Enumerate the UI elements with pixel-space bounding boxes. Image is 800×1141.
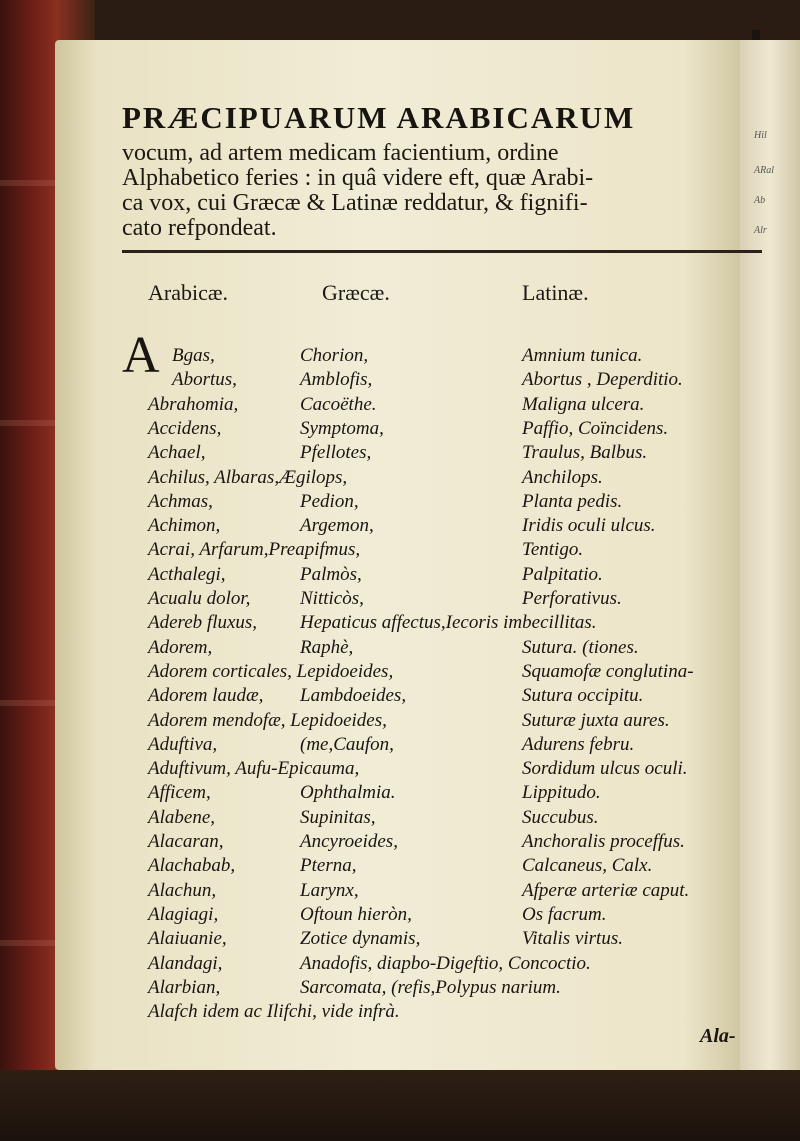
cell-latin: Paffio, Coïncidens. <box>522 417 669 439</box>
cell-latin: Perforativus. <box>522 588 622 609</box>
cell-arabic: Alachabab, <box>148 855 236 877</box>
cell-greek: Raphè, <box>300 636 354 658</box>
cell-arabic: Adorem laudæ, <box>148 685 264 707</box>
cell-greek: Supinitas, <box>300 806 376 828</box>
cell-greek: Hepaticus affectus,Iecoris imbecillitas. <box>300 612 597 634</box>
cell-greek: Pfellotes, <box>300 442 372 464</box>
cell-latin: Palpitatio. <box>522 563 603 585</box>
intro-line: Alphabetico feries : in quâ videre eft, quæ Arabi- <box>122 165 594 191</box>
cell-arabic: Afficem, <box>148 782 211 804</box>
intro-paragraph <box>122 141 762 241</box>
intro-line: cato refpondeat. <box>122 215 277 241</box>
cell-arabic: Acrai, Arfarum,Preapifmus, <box>148 539 361 561</box>
cell-arabic: Alabene, <box>148 806 216 828</box>
cell-greek: Sarcomata, (refis,Polypus narium. <box>300 976 561 998</box>
cell-arabic: Alagiagi, <box>148 903 219 925</box>
cell-arabic: Aduftivum, Aufu-Epicauma, <box>148 758 360 780</box>
cell-arabic: Acthalegi, <box>148 563 226 585</box>
cell-greek: Ophthalmia. <box>300 782 396 804</box>
intro-line: ca vox, cui Græcæ & Latinæ reddatur, & fignifi- <box>122 190 588 216</box>
cell-latin: Iridis oculi ulcus. <box>522 515 656 537</box>
cell-greek: Pedion, <box>300 490 359 512</box>
column-header-greek: Græcæ. <box>322 280 390 305</box>
cell-greek: Argemon, <box>300 515 374 537</box>
cell-latin: Sutura. (tiones. <box>522 636 639 658</box>
cell-greek: Nitticòs, <box>300 588 364 609</box>
cell-arabic: Bgas, <box>172 345 215 366</box>
cell-arabic: Alarbian, <box>148 976 221 998</box>
cell-arabic: Adorem, <box>148 636 213 658</box>
cell-arabic: Abortus, <box>172 369 237 391</box>
margin-mark: Alr <box>754 225 767 236</box>
cell-latin: Squamofæ conglutina- <box>522 660 694 682</box>
cell-arabic: Adereb fluxus, <box>148 612 258 634</box>
cell-arabic: Alachun, <box>148 879 217 901</box>
page-heading: PRÆCIPUARUM ARABICARUM <box>122 100 636 135</box>
cell-greek: Cacoëthe. <box>300 393 377 415</box>
cell-arabic: Adorem corticales, Lepidoeides, <box>148 660 394 682</box>
cell-greek: Lambdoeides, <box>300 685 407 707</box>
cell-arabic: Alandagi, <box>148 952 223 974</box>
cell-greek: Larynx, <box>300 879 359 901</box>
cell-arabic: Accidens, <box>148 417 222 439</box>
cell-arabic: Abrahomia, <box>148 393 239 415</box>
book-bottom-edge <box>0 1070 800 1141</box>
margin-mark: Ab <box>754 195 766 206</box>
cell-arabic: Alaiuanie, <box>148 928 227 950</box>
cell-arabic: Alacaran, <box>148 831 224 852</box>
cell-greek: Oftoun hieròn, <box>300 903 412 925</box>
cell-latin: Vitalis virtus. <box>522 928 623 950</box>
cell-latin: Sutura occipitu. <box>522 685 644 707</box>
cell-latin: Suturæ juxta aures. <box>522 709 670 731</box>
cell-latin: Traulus, Balbus. <box>522 442 648 464</box>
horizontal-rule <box>122 250 762 253</box>
cell-latin: Succubus. <box>522 806 599 828</box>
cell-latin: Anchilops. <box>522 466 603 488</box>
cell-latin: Afperæ arteriæ caput. <box>522 879 690 901</box>
cell-greek: Amblofis, <box>300 369 373 391</box>
margin-mark: ARal <box>754 165 774 176</box>
cell-arabic: Achimon, <box>148 515 221 537</box>
cell-greek: Pterna, <box>300 855 357 877</box>
intro-line: vocum, ad artem medicam facientium, ordine <box>122 140 559 166</box>
column-header-latin: Latinæ. <box>522 280 589 305</box>
cell-arabic: Acualu dolor, <box>148 588 251 609</box>
cell-latin: Abortus , Deperditio. <box>522 369 683 391</box>
cell-greek: Chorion, <box>300 345 369 366</box>
cell-latin: Adurens febru. <box>522 733 635 755</box>
cell-latin: Planta pedis. <box>522 490 623 512</box>
cell-greek: Symptoma, <box>300 417 384 439</box>
cell-greek: Ancyroeides, <box>300 831 398 852</box>
cell-latin: Sordidum ulcus oculi. <box>522 758 688 780</box>
drop-capital: A <box>122 327 160 384</box>
cell-arabic: Achael, <box>148 442 206 464</box>
cell-latin: Tentigo. <box>522 539 584 561</box>
cell-latin: Maligna ulcera. <box>522 393 645 415</box>
cell-latin: Calcaneus, Calx. <box>522 855 653 877</box>
cell-arabic: Achilus, Albaras,Ægilops, <box>148 466 348 488</box>
cell-latin: Lippitudo. <box>522 782 601 804</box>
cell-latin: Amnium tunica. <box>522 345 643 366</box>
margin-mark: Hil <box>754 130 767 141</box>
catchword: Ala- <box>700 1025 736 1047</box>
cell-greek: Anadofis, diapbo-Digeftio, Concoctio. <box>300 952 591 974</box>
cell-arabic: Aduftiva, <box>148 733 218 755</box>
cell-arabic: Adorem mendofæ, Lepidoeides, <box>148 709 387 731</box>
cell-greek: Palmòs, <box>300 563 362 585</box>
cell-latin: Os facrum. <box>522 903 607 925</box>
cell-latin: Anchoralis proceffus. <box>522 831 685 852</box>
column-header-arabic: Arabicæ. <box>148 280 229 305</box>
cell-arabic: Achmas, <box>148 490 213 512</box>
cell-greek: Zotice dynamis, <box>300 928 421 950</box>
cell-arabic: Alafch idem ac Ilifchi, vide infrà. <box>148 1001 400 1023</box>
cell-greek: (me,Caufon, <box>300 733 394 755</box>
